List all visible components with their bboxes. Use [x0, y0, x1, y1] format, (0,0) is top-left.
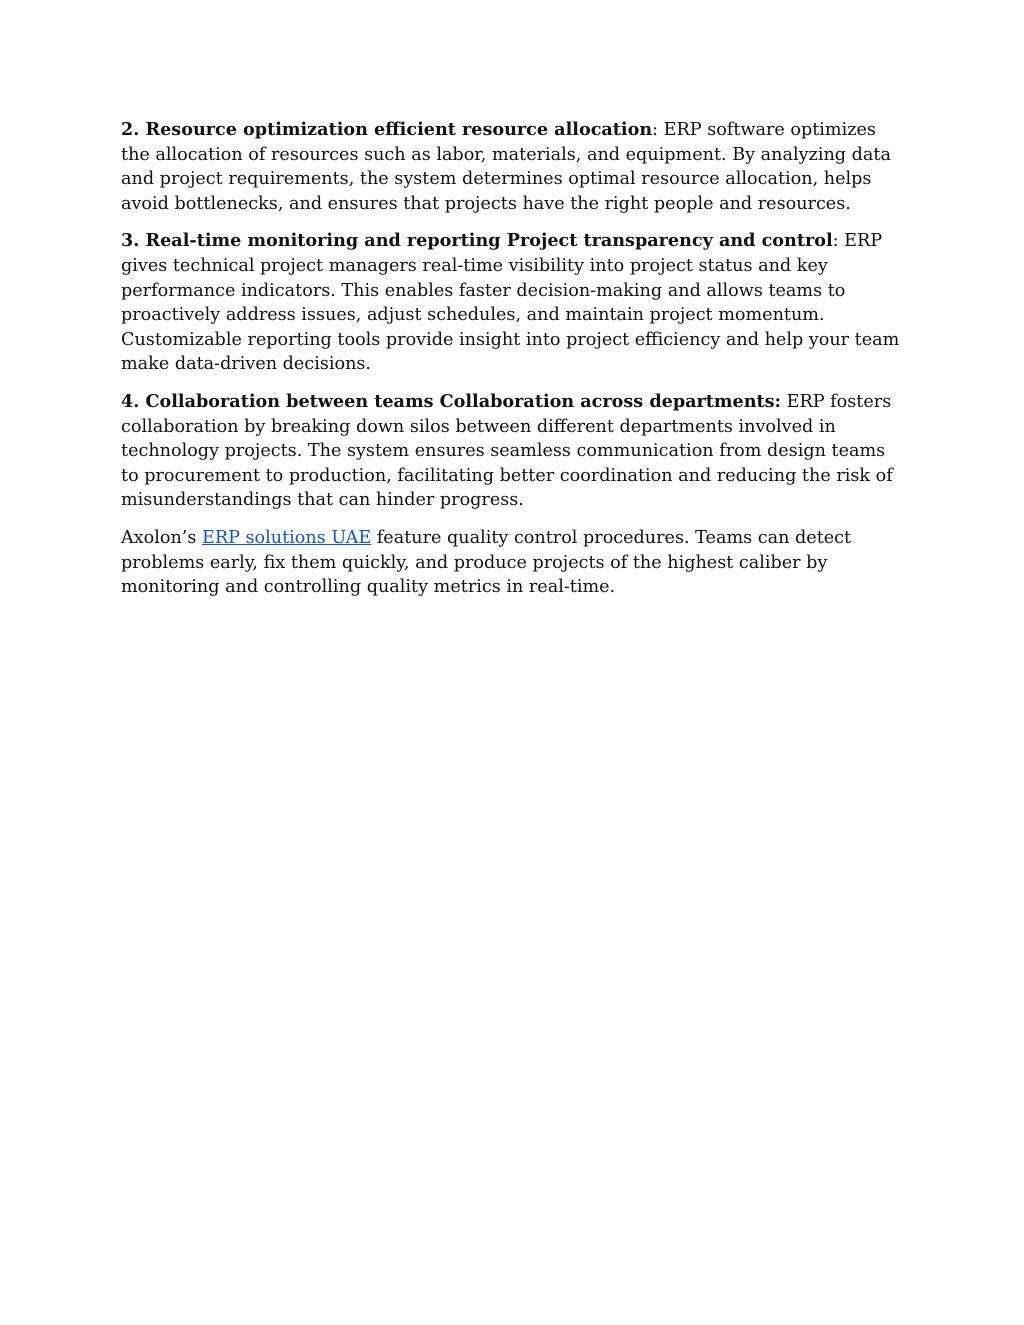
paragraph-heading: 3. Real-time monitoring and reporting Project transparency and control [121, 230, 833, 252]
heading-separator: : [652, 120, 659, 140]
paragraph-collaboration [121, 390, 906, 513]
erp-solutions-link[interactable]: ERP solutions UAE [202, 527, 372, 548]
paragraph-text: ERP software optimizes the allocation of resources such as labor, materials, and equipment. By analyzing data and project requirements, the system determines optimal resource allocation, helps avoid bottlenecks, and ensures that projects have the right people and resources. [121, 120, 891, 214]
closing-suffix: feature quality control procedures. Teams can detect problems early, fix them quickly, and produce projects of the highest caliber by monitoring and controlling quality metrics in real-time. [121, 527, 852, 598]
paragraph-heading: 2. Resource optimization efficient resource allocation [121, 119, 653, 140]
closing-prefix: Axolon’s [121, 527, 202, 548]
paragraph-realtime-monitoring [121, 229, 906, 377]
paragraph-closing [121, 526, 906, 600]
paragraph-text: ERP gives technical project managers real-time visibility into project status and key performance indicators. This enables faster decision-making and allows teams to proactively address issues, adjust schedules, and maintain project momentum. Customizable reporting tools provide insight into project efficiency and help your team make data-driven decisions. [121, 231, 900, 375]
paragraph-resource-optimization [121, 118, 906, 216]
document-body [121, 118, 906, 613]
heading-separator: : [832, 231, 839, 252]
paragraph-heading: 4. Collaboration between teams Collaboration across departments: [121, 390, 782, 412]
paragraph-text: ERP fosters collaboration by breaking down silos between different departments involved in technology projects. The system ensures seamless communication from design teams to procurement to production, facilitating better coordination and reducing the risk of misunderstandings that can hinder progress. [121, 391, 893, 511]
